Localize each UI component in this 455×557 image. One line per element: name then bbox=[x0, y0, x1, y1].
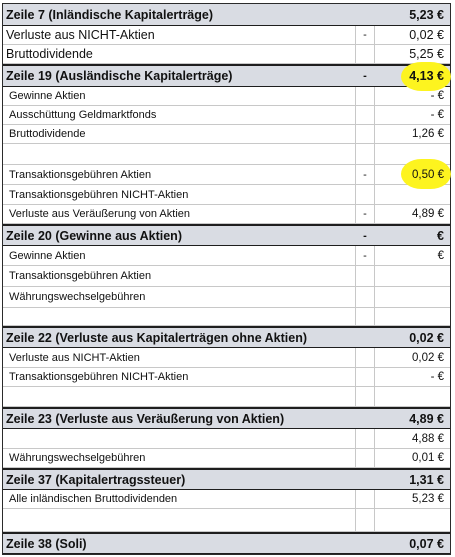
row-label bbox=[9, 509, 359, 531]
row-value: - € bbox=[430, 90, 444, 102]
row-value: - € bbox=[430, 109, 444, 121]
table-row[interactable] bbox=[3, 509, 450, 532]
table-row[interactable] bbox=[3, 45, 450, 64]
table-row[interactable] bbox=[3, 205, 450, 224]
section-header-row[interactable] bbox=[3, 532, 450, 554]
row-value bbox=[364, 287, 444, 307]
row-value: € bbox=[437, 249, 444, 262]
table-row[interactable] bbox=[3, 490, 450, 509]
row-label: Transaktionsgebühren NICHT-Aktien bbox=[9, 188, 189, 201]
minus-sign: - bbox=[363, 229, 367, 242]
spreadsheet-table bbox=[2, 3, 451, 555]
row-value: 4,88 € bbox=[412, 432, 444, 445]
row-label: Bruttodividende bbox=[9, 128, 86, 140]
row-label: Gewinne Aktien bbox=[9, 90, 86, 102]
table-row[interactable] bbox=[3, 368, 450, 387]
section-title: Zeile 37 (Kapitalertragssteuer) bbox=[6, 472, 186, 487]
row-value: 4,89 € bbox=[412, 208, 444, 220]
highlighted-value: 0,50 € bbox=[412, 168, 444, 181]
row-value: 5,23 € bbox=[412, 493, 444, 505]
table-row[interactable] bbox=[3, 348, 450, 368]
table-row[interactable] bbox=[3, 387, 450, 407]
section-title: Zeile 23 (Verluste aus Veräußerung von Aktien) bbox=[6, 411, 285, 426]
row-label: Verluste aus NICHT-Aktien bbox=[6, 28, 155, 42]
table-row[interactable] bbox=[3, 125, 450, 144]
table-row[interactable] bbox=[3, 266, 450, 287]
row-label bbox=[9, 144, 359, 164]
row-value: 5,23 € bbox=[409, 7, 444, 22]
row-value: 0,02 € bbox=[412, 351, 444, 364]
table-row[interactable] bbox=[3, 287, 450, 308]
minus-sign: - bbox=[363, 70, 367, 82]
section-header-row[interactable] bbox=[3, 326, 450, 348]
row-label: Ausschüttung Geldmarktfonds bbox=[9, 109, 157, 121]
row-label bbox=[9, 387, 359, 406]
row-label: Währungswechselgebühren bbox=[9, 452, 146, 464]
row-value: 1,26 € bbox=[412, 128, 444, 140]
section-title: Zeile 38 (Soli) bbox=[6, 536, 87, 551]
row-label: Verluste aus Veräußerung von Aktien bbox=[9, 208, 191, 220]
section-header-row[interactable] bbox=[3, 4, 450, 26]
row-label bbox=[9, 308, 359, 325]
section-header-row[interactable] bbox=[3, 407, 450, 429]
row-value: € bbox=[437, 228, 444, 243]
minus-sign: - bbox=[363, 29, 367, 41]
row-label: Währungswechselgebühren bbox=[9, 291, 146, 303]
section-title: Zeile 20 (Gewinne aus Aktien) bbox=[6, 228, 182, 243]
table-row[interactable] bbox=[3, 106, 450, 125]
section-header-row[interactable] bbox=[3, 468, 450, 490]
table-row[interactable] bbox=[3, 308, 450, 326]
row-value bbox=[364, 509, 444, 531]
row-value bbox=[364, 308, 444, 325]
minus-sign: - bbox=[363, 249, 367, 262]
table-row[interactable] bbox=[3, 87, 450, 106]
table-row[interactable] bbox=[3, 449, 450, 468]
section-title: Zeile 19 (Ausländische Kapitalerträge) bbox=[6, 69, 233, 83]
row-value: 5,25 € bbox=[409, 47, 444, 61]
minus-sign: - bbox=[363, 168, 367, 181]
row-value: 0,02 € bbox=[409, 28, 444, 42]
table-row[interactable] bbox=[3, 144, 450, 165]
row-value: - € bbox=[430, 371, 444, 383]
row-value: 1,31 € bbox=[409, 472, 444, 487]
row-label: Transaktionsgebühren NICHT-Aktien bbox=[9, 371, 189, 383]
row-label: Alle inländischen Bruttodividenden bbox=[9, 493, 178, 505]
row-value: 0,02 € bbox=[409, 330, 444, 345]
table-row[interactable] bbox=[3, 429, 450, 449]
section-title: Zeile 22 (Verluste aus Kapitalerträgen ohne Aktien) bbox=[6, 330, 308, 345]
row-label: Verluste aus NICHT-Aktien bbox=[9, 351, 140, 364]
minus-sign: - bbox=[363, 208, 367, 220]
row-label: Gewinne Aktien bbox=[9, 249, 86, 262]
row-label: Transaktionsgebühren Aktien bbox=[9, 270, 152, 282]
row-label bbox=[9, 429, 359, 448]
table-row[interactable] bbox=[3, 185, 450, 205]
table-row[interactable] bbox=[3, 165, 450, 185]
row-label: Bruttodividende bbox=[6, 47, 93, 61]
row-value: 0,07 € bbox=[409, 536, 444, 551]
row-label: Transaktionsgebühren Aktien bbox=[9, 168, 152, 181]
section-title: Zeile 7 (Inländische Kapitalerträge) bbox=[6, 7, 214, 22]
row-value: 0,01 € bbox=[412, 452, 444, 464]
section-header-row[interactable] bbox=[3, 64, 450, 87]
row-value bbox=[364, 266, 444, 286]
highlighted-value: 4,13 € bbox=[409, 69, 444, 83]
row-value: 4,89 € bbox=[409, 411, 444, 426]
table-row[interactable] bbox=[3, 26, 450, 45]
section-header-row[interactable] bbox=[3, 224, 450, 246]
table-row[interactable] bbox=[3, 246, 450, 266]
row-value bbox=[364, 185, 444, 204]
row-value bbox=[364, 387, 444, 406]
